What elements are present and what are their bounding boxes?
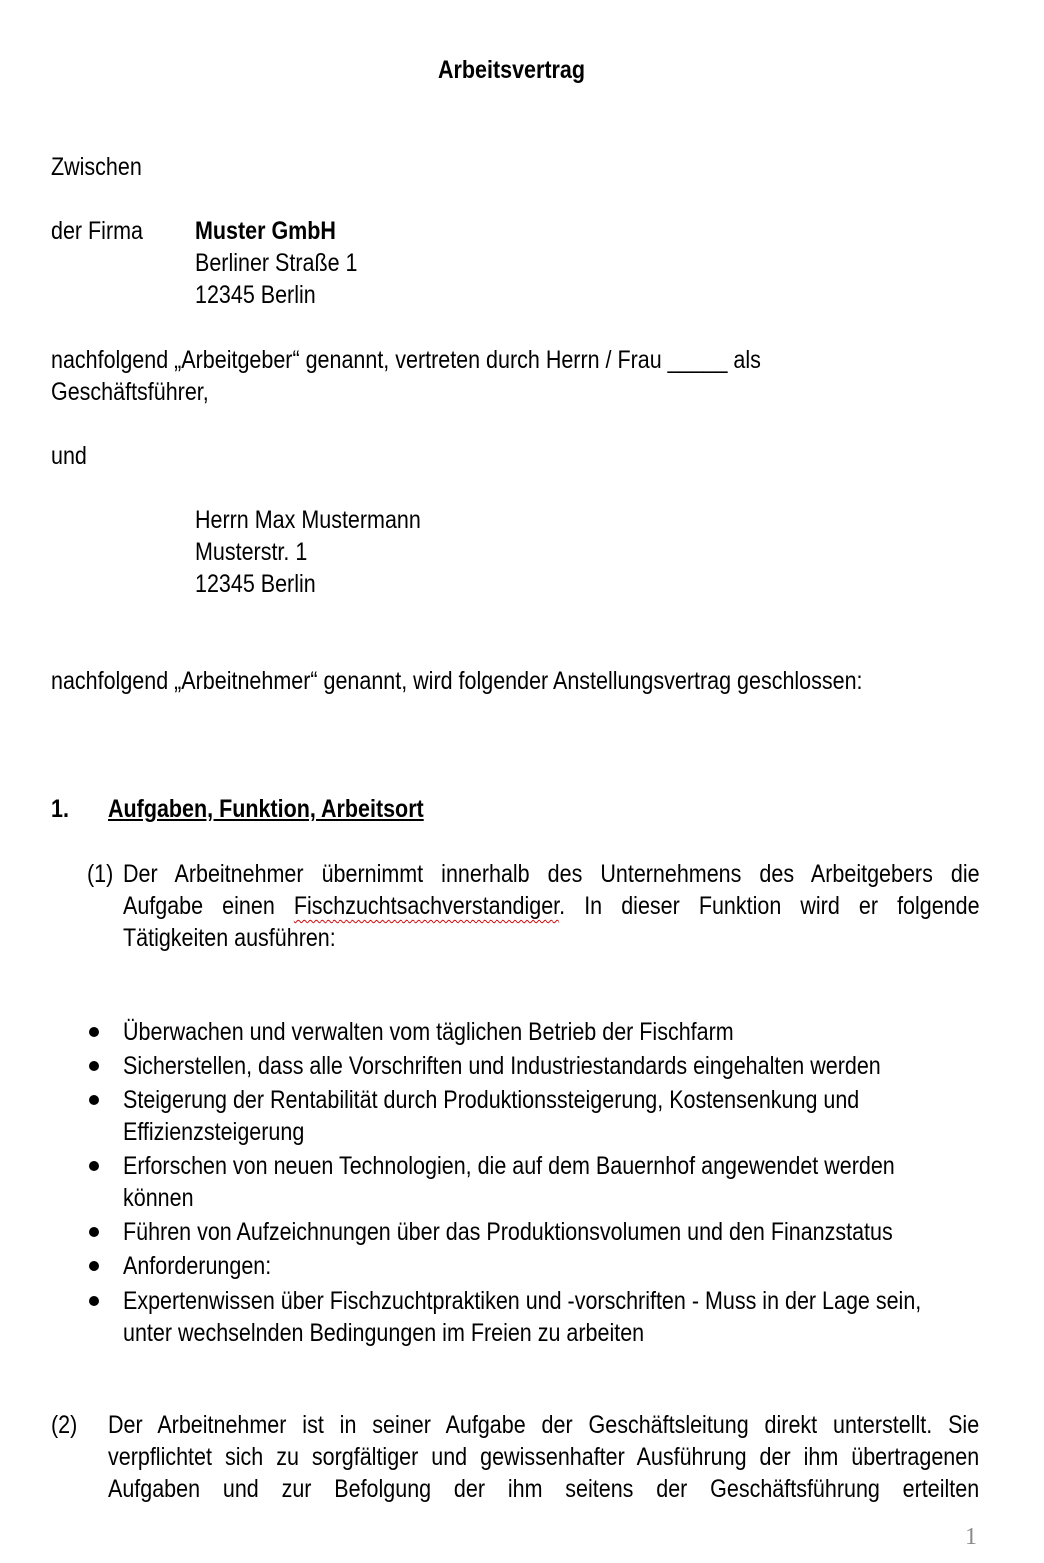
employer-street: Berliner Straße 1 (195, 249, 358, 277)
bullet-dot (89, 1296, 99, 1306)
bullet-dot (89, 1027, 99, 1037)
para2-line3: Aufgaben und zur Befolgung der ihm seitens der Geschäftsführung erteilten (108, 1475, 980, 1503)
employee-note: nachfolgend „Arbeitnehmer“ genannt, wird folgender Anstellungsvertrag geschlossen: (51, 667, 863, 695)
misspelled-word[interactable]: Fischzuchtsachverstandiger (293, 892, 560, 920)
section-heading: Aufgaben, Funktion, Arbeitsort (108, 795, 424, 823)
employer-city: 12345 Berlin (195, 281, 316, 309)
bullet-dot (89, 1095, 99, 1105)
und-text: und (51, 442, 87, 470)
bullet-item: Sicherstellen, dass alle Vorschriften und Industriestandards eingehalten werden (123, 1052, 881, 1080)
para1-line2-post: . In dieser Funktion wird er folgende (559, 892, 980, 920)
bullet-item: Expertenwissen über Fischzuchtpraktiken und -vorschriften - Muss in der Lage sein, (123, 1287, 922, 1315)
bullet-item: Überwachen und verwalten vom täglichen Betrieb der Fischfarm (123, 1018, 734, 1046)
para2-marker: (2) (51, 1411, 78, 1439)
para2-line2: verpflichtet sich zu sorgfältiger und gewissenhafter Ausführung der ihm übertragenen (108, 1443, 980, 1471)
employer-name: Muster GmbH (195, 217, 336, 245)
employee-city: 12345 Berlin (195, 570, 316, 598)
bullet-item-continuation: unter wechselnden Bedingungen im Freien zu arbeiten (123, 1319, 645, 1347)
employer-note-line1: nachfolgend „Arbeitgeber“ genannt, vertreten durch Herrn / Frau _____ als (51, 346, 761, 374)
bullet-item-continuation: können (123, 1184, 194, 1212)
para1-line2 (123, 890, 980, 922)
section-number: 1. (51, 795, 69, 823)
employer-label: der Firma (51, 217, 143, 245)
bullet-item: Anforderungen: (123, 1252, 272, 1280)
page-number: 1 (965, 1524, 977, 1550)
bullet-item: Steigerung der Rentabilität durch Produktionssteigerung, Kostensenkung und (123, 1086, 860, 1114)
para1-marker: (1) (87, 860, 114, 888)
zwischen-text: Zwischen (51, 153, 142, 181)
para2-line1: Der Arbeitnehmer ist in seiner Aufgabe der Geschäftsleitung direkt unterstellt. Sie (108, 1411, 980, 1439)
document-title: Arbeitsvertrag (438, 56, 585, 84)
bullet-item: Erforschen von neuen Technologien, die auf dem Bauernhof angewendet werden (123, 1152, 895, 1180)
bullet-item-continuation: Effizienzsteigerung (123, 1118, 305, 1146)
bullet-item: Führen von Aufzeichnungen über das Produktionsvolumen und den Finanzstatus (123, 1218, 893, 1246)
para1-line3: Tätigkeiten ausführen: (123, 924, 336, 952)
para1-line2-pre: Aufgabe einen (123, 892, 294, 920)
bullet-dot (89, 1261, 99, 1271)
employee-name: Herrn Max Mustermann (195, 506, 421, 534)
para1-line1: Der Arbeitnehmer übernimmt innerhalb des Unternehmens des Arbeitgebers die (123, 860, 980, 888)
bullet-dot (89, 1161, 99, 1171)
employer-note-line2: Geschäftsführer, (51, 378, 209, 406)
bullet-dot (89, 1061, 99, 1071)
employee-street: Musterstr. 1 (195, 538, 308, 566)
bullet-dot (89, 1227, 99, 1237)
